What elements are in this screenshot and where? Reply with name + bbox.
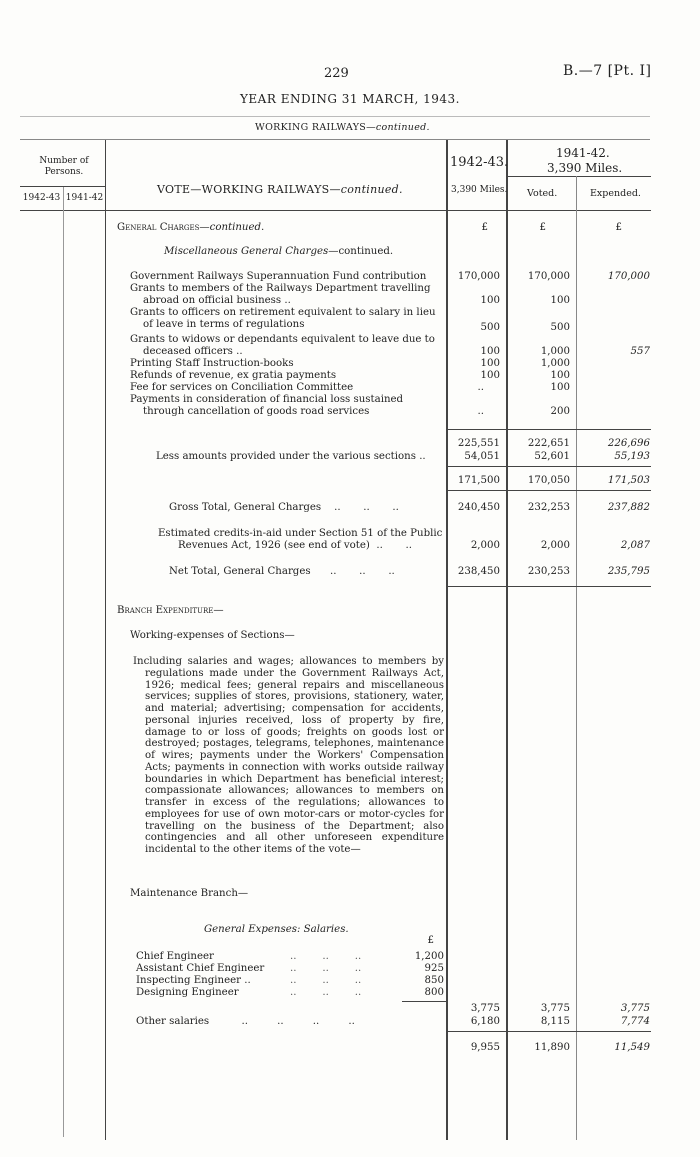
line-item-label: Grants to widows or dependants equivalent to leave due to	[130, 334, 435, 345]
less-expended: 55,193	[614, 451, 650, 462]
salary-amount: 800	[424, 987, 444, 998]
line-item-label: Fee for services on Conciliation Committee	[130, 382, 354, 393]
line-item-label: Grants to officers on retirement equivalent to salary in lieu	[130, 307, 436, 318]
page-number: 229	[324, 66, 349, 81]
line-item-label: deceased officers ..	[143, 346, 243, 357]
value-expended: 557	[630, 346, 650, 357]
subtotal-rule	[447, 586, 651, 587]
pound-symbol: £	[481, 222, 488, 233]
line-item-label: of leave in terms of regulations	[143, 319, 305, 330]
value-voted: 1,000	[540, 358, 570, 369]
gross-voted: 232,253	[527, 502, 570, 513]
col-expended-left-border	[576, 176, 577, 1140]
col-1942-header: 1942-43.	[450, 155, 509, 170]
netsub-expended: 171,503	[607, 475, 650, 486]
net-voted: 230,253	[527, 566, 570, 577]
working-expenses-paragraph: Including salaries and wages; allowances to members by regulations made under the Government Railways Act, 1926; medical fees; general repairs and miscellaneous services; supplies of stores, provisions, stationery, water, and material; advertising; compensation for accidents, personal injuries received, loss of property by fire, damage to or loss of goods; freights on goods lost or destroyed; postages, telegrams, telephones, maintenance of wires; payments under the Workers' Compensation Acts; payments in connection with works outside railway boundaries in which Department has beneficial interest; compassionate allowances; allowances to members on transfer in excess of the regulations; allowances to employees for use of own motor-cars or motor-cycles for travelling on the business of the Department; also contingencies and all other unforeseen expenditure incidental to the other items of the vote—	[133, 656, 444, 855]
gross-total-label: Gross Total, General Charges .. .. ..	[169, 502, 399, 513]
section-heading: WORKING RAILWAYS—continued.	[255, 122, 430, 133]
netsub-1942: 171,500	[457, 475, 500, 486]
line-item-label: Payments in consideration of financial loss sustained	[130, 394, 404, 405]
less-voted: 52,601	[534, 451, 570, 462]
less-label: Less amounts provided under the various sections ..	[156, 451, 426, 462]
value-1942: 100	[480, 295, 500, 306]
salary-total-1942: 3,775	[470, 1003, 500, 1014]
subtotal-rule	[447, 490, 651, 491]
persons-header: Number of Persons.	[39, 156, 89, 177]
subtotal-rule	[447, 1031, 651, 1032]
voted-rule	[506, 176, 651, 177]
other-salaries-label: Other salaries .. .. .. ..	[136, 1016, 355, 1027]
columns-header-rule	[106, 210, 651, 211]
header-rule	[20, 139, 650, 140]
value-1942: 100	[480, 370, 500, 381]
net-1942: 238,450	[457, 566, 500, 577]
persons-right-border	[105, 140, 106, 1140]
branch-total-voted: 11,890	[534, 1042, 570, 1053]
persons-divider	[63, 187, 64, 1137]
line-item-label: through cancellation of goods road services	[143, 406, 370, 417]
col-1941-header: 1941-42.	[556, 146, 610, 160]
value-1942: 100	[480, 346, 500, 357]
col-1941-miles: 3,390 Miles.	[547, 161, 623, 175]
line-item-label: Government Railways Superannuation Fund contribution	[130, 271, 427, 282]
value-voted: 100	[550, 382, 570, 393]
gross-1942: 240,450	[457, 502, 500, 513]
salary-label: Designing Engineer	[136, 987, 239, 998]
line-item-label: Grants to members of the Railways Department travelling	[130, 283, 431, 294]
value-voted: 100	[550, 295, 570, 306]
col-1942-left-border	[446, 140, 448, 1140]
credits-1942: 2,000	[470, 540, 500, 551]
leader-dots: .. .. ..	[290, 963, 362, 974]
value-1942: ..	[477, 406, 484, 417]
salary-label: Inspecting Engineer ..	[136, 975, 251, 986]
salary-total-voted: 3,775	[540, 1003, 570, 1014]
sum-expended: 226,696	[607, 438, 650, 449]
leader-dots: .. .. ..	[290, 975, 362, 986]
voted-header: Voted.	[527, 188, 558, 199]
leader-dots: .. .. ..	[290, 987, 362, 998]
net-expended: 235,795	[607, 566, 650, 577]
salary-label: Chief Engineer	[136, 951, 214, 962]
pound-symbol: £	[615, 222, 622, 233]
credits-label: Estimated credits-in-aid under Section 51 of the Public	[158, 528, 443, 539]
subtotal-rule	[447, 429, 651, 430]
general-charges-heading: General Charges—continued.	[117, 222, 265, 233]
branch-total-expended: 11,549	[614, 1042, 650, 1053]
net-total-label: Net Total, General Charges .. .. ..	[169, 566, 395, 577]
value-1942: 500	[480, 322, 500, 333]
line-item-label: abroad on official business ..	[143, 295, 291, 306]
credits-expended: 2,087	[620, 540, 650, 551]
salary-amount: 850	[424, 975, 444, 986]
value-voted: 170,000	[527, 271, 570, 282]
line-item-label: Refunds of revenue, ex gratia payments	[130, 370, 337, 381]
sum-1942: 225,551	[457, 438, 500, 449]
less-1942: 54,051	[464, 451, 500, 462]
expended-header: Expended.	[590, 188, 641, 199]
document-reference: B.—7 [Pt. I]	[563, 63, 652, 79]
value-1942: 170,000	[457, 271, 500, 282]
general-expenses-heading: General Expenses: Salaries.	[204, 924, 349, 935]
salary-label: Assistant Chief Engineer	[136, 963, 265, 974]
salary-amount: 1,200	[414, 951, 444, 962]
credits-voted: 2,000	[540, 540, 570, 551]
sum-voted: 222,651	[527, 438, 570, 449]
other-salaries-expended: 7,774	[620, 1016, 650, 1027]
leader-dots: .. .. ..	[290, 951, 362, 962]
value-voted: 100	[550, 370, 570, 381]
value-expended: 170,000	[607, 271, 650, 282]
netsub-voted: 170,050	[527, 475, 570, 486]
value-voted: 200	[550, 406, 570, 417]
value-1942: ..	[477, 382, 484, 393]
misc-heading: Miscellaneous General Charges—continued.	[164, 246, 394, 257]
subtotal-rule	[447, 466, 651, 467]
value-voted: 1,000	[540, 346, 570, 357]
col-1942-miles: 3,390 Miles.	[451, 185, 508, 195]
value-voted: 500	[550, 322, 570, 333]
vote-title: VOTE—WORKING RAILWAYS—continued.	[157, 183, 403, 196]
col-voted-left-border	[506, 140, 508, 1140]
top-rule	[20, 116, 650, 117]
salary-amount: 925	[424, 963, 444, 974]
maintenance-heading: Maintenance Branch—	[130, 888, 249, 899]
branch-total-1942: 9,955	[470, 1042, 500, 1053]
other-salaries-1942: 6,180	[470, 1016, 500, 1027]
persons-1942-header: 1942-43	[22, 193, 61, 203]
persons-1941-header: 1941-42	[65, 193, 104, 203]
working-expenses-heading: Working-expenses of Sections—	[130, 630, 295, 641]
salary-pound-symbol: £	[427, 935, 434, 946]
credits-label: Revenues Act, 1926 (see end of vote) .. ..	[178, 540, 412, 551]
salary-rule	[402, 1001, 446, 1002]
pound-symbol: £	[539, 222, 546, 233]
other-salaries-voted: 8,115	[540, 1016, 570, 1027]
year-heading: YEAR ENDING 31 MARCH, 1943.	[240, 92, 460, 106]
gross-expended: 237,882	[607, 502, 650, 513]
salary-total-expended: 3,775	[620, 1003, 650, 1014]
branch-heading: Branch Expenditure—	[117, 605, 224, 616]
line-item-label: Printing Staff Instruction-books	[130, 358, 294, 369]
value-1942: 100	[480, 358, 500, 369]
